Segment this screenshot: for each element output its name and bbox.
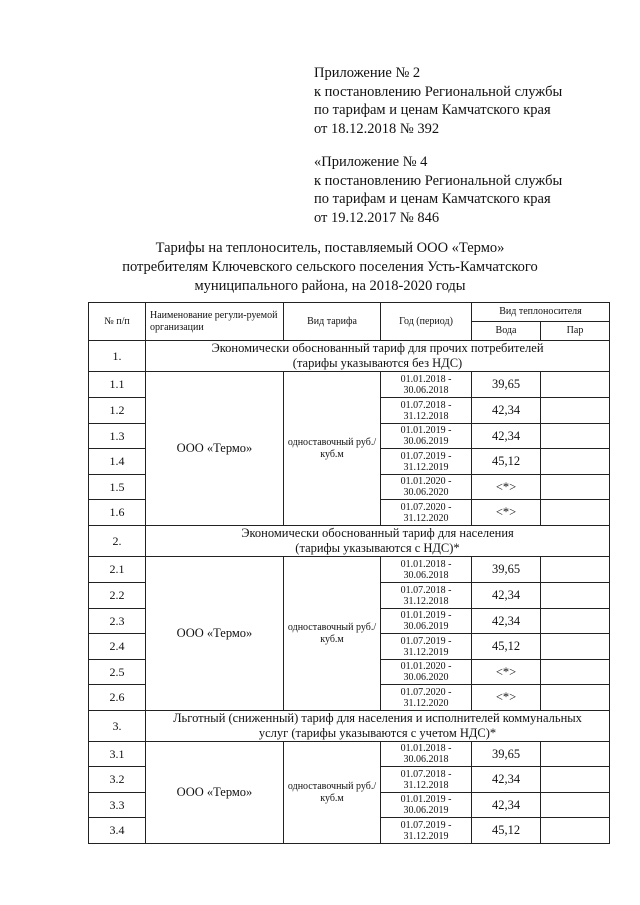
row-number: 2.2 <box>89 583 146 609</box>
header-carrier: Вид теплоносителя <box>472 303 610 322</box>
period-to: 30.06.2020 <box>403 672 449 683</box>
steam-tariff-value <box>541 475 610 500</box>
section-number: 3. <box>89 711 146 742</box>
header-period: Год (период) <box>381 303 472 341</box>
section-row <box>89 711 610 742</box>
row-number: 1.2 <box>89 398 146 424</box>
period-cell <box>381 767 472 793</box>
appendix-4-block <box>314 153 614 227</box>
period-to: 31.12.2020 <box>403 697 449 709</box>
row-number: 1.6 <box>89 500 146 526</box>
water-tariff-value: 42,34 <box>472 583 541 609</box>
appendix-4-line: к постановлению Региональной службы <box>314 172 563 189</box>
appendix-4-line: «Приложение № 4 <box>314 154 428 170</box>
period-from: 01.01.2018 - <box>400 373 452 385</box>
water-tariff-value: 39,65 <box>472 742 541 767</box>
section-title <box>146 711 610 742</box>
period-to: 30.06.2018 <box>403 754 449 765</box>
section-number: 1. <box>89 341 146 372</box>
section-title-line: (тарифы указываются с НДС)* <box>295 541 460 555</box>
water-tariff-value: <*> <box>472 475 541 500</box>
period-cell <box>381 398 472 424</box>
row-number: 3.4 <box>89 818 146 844</box>
section-number: 2. <box>89 526 146 557</box>
steam-tariff-value <box>541 500 610 526</box>
section-title <box>146 526 610 557</box>
period-cell <box>381 660 472 685</box>
water-tariff-value: <*> <box>472 660 541 685</box>
period-from: 01.01.2018 - <box>400 558 452 570</box>
steam-tariff-value <box>541 398 610 424</box>
tariff-type: одноставочный руб./куб.м <box>284 372 381 526</box>
row-number: 1.1 <box>89 372 146 398</box>
period-from: 01.07.2019 - <box>400 450 452 462</box>
period-cell <box>381 449 472 475</box>
period-from: 01.01.2020 - <box>400 661 452 672</box>
row-number: 3.3 <box>89 793 146 818</box>
period-cell <box>381 372 472 398</box>
period-cell <box>381 475 472 500</box>
period-cell <box>381 742 472 767</box>
document-title-line: муниципального района, на 2018-2020 годы <box>194 278 466 294</box>
row-number: 2.3 <box>89 609 146 634</box>
period-cell <box>381 557 472 583</box>
document-title-line: потребителям Ключевского сельского поселения Усть-Камчатского <box>122 259 538 275</box>
row-number: 3.1 <box>89 742 146 767</box>
period-to: 31.12.2020 <box>403 512 449 524</box>
period-to: 31.12.2018 <box>403 779 449 791</box>
appendix-2-line: от 18.12.2018 № 392 <box>314 120 440 137</box>
period-to: 30.06.2020 <box>403 487 449 498</box>
header-tariff-type: Вид тарифа <box>284 303 381 341</box>
header-row <box>89 303 610 322</box>
steam-tariff-value <box>541 583 610 609</box>
header-org: Наименование регули-руемой организации <box>146 303 284 341</box>
organization-name: ООО «Термо» <box>146 742 284 844</box>
document-title <box>80 239 580 296</box>
period-cell <box>381 634 472 660</box>
period-cell <box>381 793 472 818</box>
period-to: 31.12.2018 <box>403 410 449 422</box>
steam-tariff-value <box>541 685 610 711</box>
water-tariff-value: 39,65 <box>472 372 541 398</box>
water-tariff-value: 42,34 <box>472 398 541 424</box>
steam-tariff-value <box>541 767 610 793</box>
period-to: 30.06.2019 <box>403 436 449 447</box>
section-title <box>146 341 610 372</box>
period-from: 01.01.2019 - <box>400 794 452 805</box>
steam-tariff-value <box>541 793 610 818</box>
tariff-type: одноставочный руб./куб.м <box>284 557 381 711</box>
period-to: 30.06.2019 <box>403 805 449 816</box>
section-title-line: Льготный (сниженный) тариф для населения и исполнителей коммунальных <box>173 711 582 725</box>
steam-tariff-value <box>541 609 610 634</box>
appendix-4-line: по тарифам и ценам Камчатского края <box>314 191 551 207</box>
organization-name: ООО «Термо» <box>146 557 284 711</box>
steam-tariff-value <box>541 449 610 475</box>
section-title-line: Экономически обоснованный тариф для прочих потребителей <box>211 341 544 355</box>
row-number: 1.3 <box>89 424 146 449</box>
water-tariff-value: 42,34 <box>472 793 541 818</box>
water-tariff-value: 45,12 <box>472 449 541 475</box>
period-cell <box>381 424 472 449</box>
water-tariff-value: 42,34 <box>472 767 541 793</box>
period-from: 01.01.2019 - <box>400 425 452 436</box>
appendix-2-block <box>314 64 614 138</box>
section-title-line: (тарифы указываются без НДС) <box>292 356 463 370</box>
period-to: 30.06.2019 <box>403 621 449 632</box>
appendix-2-line: к постановлению Региональной службы <box>314 83 563 100</box>
period-from: 01.01.2020 - <box>400 476 452 487</box>
period-to: 31.12.2019 <box>403 461 449 473</box>
row-number: 2.6 <box>89 685 146 711</box>
water-tariff-value: 39,65 <box>472 557 541 583</box>
row-number: 1.4 <box>89 449 146 475</box>
tariff-table <box>88 302 610 844</box>
period-cell <box>381 609 472 634</box>
header-steam: Пар <box>541 322 610 341</box>
period-to: 30.06.2018 <box>403 569 449 581</box>
period-from: 01.07.2018 - <box>400 768 452 780</box>
steam-tariff-value <box>541 660 610 685</box>
section-row <box>89 526 610 557</box>
table-row <box>89 742 610 767</box>
steam-tariff-value <box>541 557 610 583</box>
period-cell <box>381 583 472 609</box>
water-tariff-value: <*> <box>472 685 541 711</box>
appendix-4-line: от 19.12.2017 № 846 <box>314 209 440 226</box>
table-row <box>89 372 610 398</box>
period-cell <box>381 685 472 711</box>
period-from: 01.01.2018 - <box>400 743 452 754</box>
row-number: 2.5 <box>89 660 146 685</box>
appendix-2-line: Приложение № 2 <box>314 65 421 81</box>
water-tariff-value: 42,34 <box>472 609 541 634</box>
period-from: 01.01.2019 - <box>400 610 452 621</box>
header-water: Вода <box>472 322 541 341</box>
water-tariff-value: 45,12 <box>472 818 541 844</box>
tariff-table-body <box>89 303 610 844</box>
period-from: 01.07.2020 - <box>400 686 452 698</box>
steam-tariff-value <box>541 424 610 449</box>
table-row <box>89 557 610 583</box>
period-from: 01.07.2019 - <box>400 635 452 647</box>
steam-tariff-value <box>541 634 610 660</box>
period-to: 31.12.2019 <box>403 830 449 842</box>
period-to: 31.12.2019 <box>403 646 449 658</box>
period-from: 01.07.2020 - <box>400 501 452 513</box>
water-tariff-value: 45,12 <box>472 634 541 660</box>
row-number: 3.2 <box>89 767 146 793</box>
steam-tariff-value <box>541 372 610 398</box>
steam-tariff-value <box>541 742 610 767</box>
row-number: 2.1 <box>89 557 146 583</box>
header-num: № п/п <box>89 303 146 341</box>
period-cell <box>381 500 472 526</box>
period-from: 01.07.2018 - <box>400 584 452 596</box>
section-row <box>89 341 610 372</box>
period-from: 01.07.2019 - <box>400 819 452 831</box>
tariff-type: одноставочный руб./куб.м <box>284 742 381 844</box>
document-title-line: Тарифы на теплоноситель, поставляемый ООО «Термо» <box>155 240 505 256</box>
steam-tariff-value <box>541 818 610 844</box>
period-to: 30.06.2018 <box>403 384 449 396</box>
water-tariff-value: 42,34 <box>472 424 541 449</box>
appendix-2-line: по тарифам и ценам Камчатского края <box>314 102 551 118</box>
organization-name: ООО «Термо» <box>146 372 284 526</box>
period-from: 01.07.2018 - <box>400 399 452 411</box>
row-number: 2.4 <box>89 634 146 660</box>
section-title-line: услуг (тарифы указываются с учетом НДС)* <box>258 726 497 740</box>
row-number: 1.5 <box>89 475 146 500</box>
period-to: 31.12.2018 <box>403 595 449 607</box>
water-tariff-value: <*> <box>472 500 541 526</box>
section-title-line: Экономически обоснованный тариф для населения <box>241 526 514 540</box>
period-cell <box>381 818 472 844</box>
